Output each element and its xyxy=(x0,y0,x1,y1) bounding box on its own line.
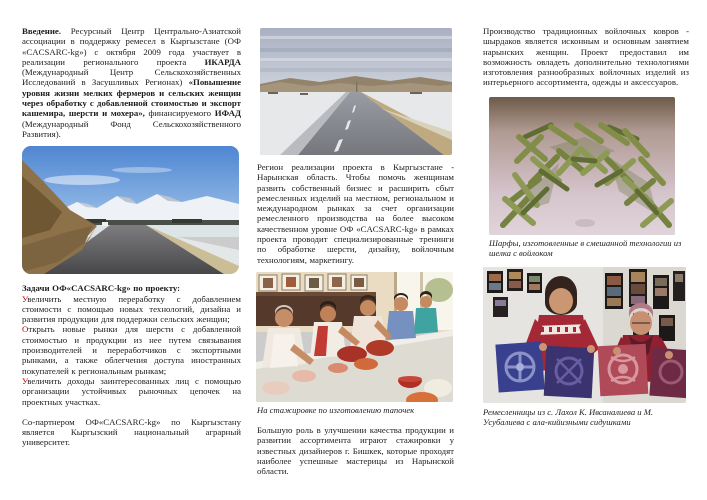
task-item-2 xyxy=(22,324,241,375)
intro-bold-ifad: ИФАД xyxy=(214,108,241,119)
task-2-text: ткрыть новые рынки для шерсти с добавленной стоимостью и продукции из нее путем связывания производителей и переработчиков с экспортными рынками, а также облегчения доступа иностранных покупателей к региональным рынкам; xyxy=(22,324,241,376)
partner-paragraph: Со-партнером ОФ«CACSARC-kg» по Кыргызстану является Кыргызский национальный аграрный университет. xyxy=(22,416,241,448)
road-mountains-illustration xyxy=(22,146,239,274)
intro-text-4: (Международный Фонд Сельскохозяйственного Развития). xyxy=(22,118,241,139)
middle-column xyxy=(257,28,454,476)
intro-bold-icarda: ИКАРДА xyxy=(204,56,241,67)
photo-felt-silk-scarves xyxy=(489,97,675,235)
workshop-caption: На стажировке по изготовлению тапочек xyxy=(257,404,415,415)
task-3-initial: У xyxy=(22,375,28,386)
task-item-3 xyxy=(22,376,241,407)
photo-straight-road-steppe xyxy=(260,28,452,155)
scarves-caption: Шарфы, изготовленные в смешанной технологии из шелка с войлоком xyxy=(489,237,682,258)
region-paragraph: Регион реализации проекта в Кыргызстане - Нарынская область. Чтобы помочь женщинам развить собственный бизнес и расширить сбыт ремесленных изделий на местном, региональном и международном рынках за счет организации ремесленного производства на более высоком качественном уровне ОФ «CACSARC-kg» в рамках проекта проводит специализированные тренинги по обработке шерсти, дизайну, войлочным технологиям, маркетингу. xyxy=(257,162,454,265)
scarves-illustration xyxy=(489,97,675,235)
intro-paragraph xyxy=(22,26,241,139)
task-1-initial: У xyxy=(22,293,28,304)
craftswomen-illustration xyxy=(483,267,686,403)
photo-road-snowy-mountains xyxy=(22,146,239,274)
intro-text-2: (Международный Центр Сельскохозяйственных Исследований в Засушливых Регионах) xyxy=(22,67,241,88)
road-steppe-illustration xyxy=(260,28,452,155)
intro-text-3: финансируемого xyxy=(144,108,215,119)
workshop-illustration xyxy=(256,272,453,402)
task-2-initial: О xyxy=(22,324,29,335)
right-column xyxy=(483,26,689,427)
photo-felt-workshop xyxy=(256,272,453,402)
artisans-caption: Ремесленницы из с. Лахол К. Ивсаналиева и М. Усубалиева с ала-кийизными сидушками xyxy=(483,406,654,427)
intro-text-1: Ресурсный Центр Центрально-Азиатской ассоциации в поддержку ремесел в Кыргызстане (ОФ «CACSARC-kg») с октября 2009 года участвует в реализации регионального проекта xyxy=(22,26,241,67)
task-item-1 xyxy=(22,294,241,325)
task-1-text: величить местную переработку с добавлением стоимости с помощью новых технологий, дизайна и развития продукции для поддержки сельских женщин; xyxy=(22,293,241,325)
left-column xyxy=(22,26,241,448)
tasks-heading: Задачи ОФ«CACSARC-kg» по проекту: xyxy=(22,283,181,294)
internship-paragraph: Большую роль в улучшении качества продукции и развитии ассортимента играют стажировки у известных дизайнеров г. Бишкек, которые проходят наиболее успешные мастерицы из Нарынской области. xyxy=(257,424,454,477)
intro-lead: Введение. xyxy=(22,26,62,36)
felt-paragraph: Производство традиционных войлочных ковров - шырдаков является исконным и основным занятием нарынских женщин. Проект предоставил им возможность овладеть дополнительно технологиями изготовления разнообразных войлочных изделий из интерьерного ассортимента, одежды и аксессуаров. xyxy=(483,26,689,88)
task-3-text: величить доходы заинтересованных лиц с помощью организации устойчивых рыночных цепочек на проектных участках. xyxy=(22,375,241,407)
intro-bold-project-title: «Повышение уровня жизни мелких фермеров и сельских женщин через обработку с добавленной стоимостью и экспорт кашемира, шерсти и мохера», xyxy=(22,77,241,119)
photo-craftswomen-felt-mats xyxy=(483,267,686,403)
